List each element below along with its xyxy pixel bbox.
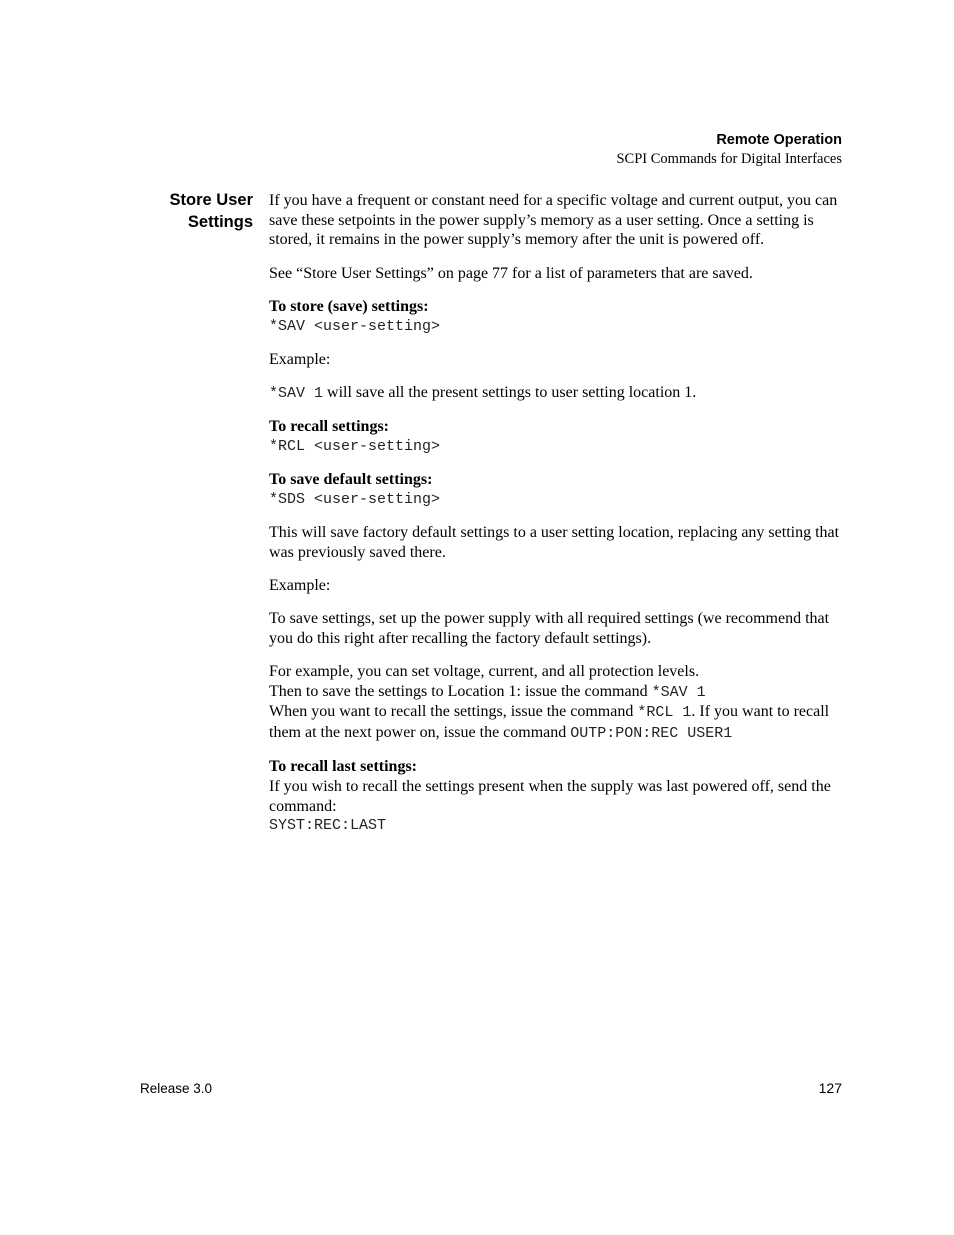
procedure-block — [269, 662, 843, 744]
default-description: This will save factory default settings to a user setting location, replacing any setting that was previously saved there. — [269, 523, 840, 561]
example-label-2: Example: — [269, 576, 331, 594]
header-subtitle: SCPI Commands for Digital Interfaces — [616, 151, 842, 167]
when-recall-tail: . If you want to recall them at the next power on, issue the command — [269, 703, 830, 742]
section-heading-line1: Store User — [169, 191, 253, 209]
last-heading: To recall last settings: — [269, 758, 417, 776]
example-text-1: will save all the present settings to user setting location 1. — [323, 383, 697, 401]
when-recall-text: When you want to recall the settings, issue the command — [269, 703, 638, 721]
default-command: *SDS <user-setting> — [269, 490, 441, 508]
store-command: *SAV <user-setting> — [269, 317, 441, 335]
then-save-command: *SAV 1 — [651, 683, 706, 701]
section-heading — [170, 190, 253, 233]
example-line-1 — [269, 383, 843, 404]
see-also-paragraph: See “Store User Settings” on page 77 for a list of parameters that are saved. — [269, 264, 753, 282]
example-command-1: *SAV 1 — [269, 384, 324, 402]
store-heading: To store (save) settings: — [269, 297, 429, 315]
footer-release: Release 3.0 — [140, 1081, 213, 1096]
when-recall-line — [269, 702, 843, 743]
last-block — [269, 757, 843, 836]
then-save-line — [269, 682, 843, 703]
section-body — [269, 191, 843, 850]
intro-paragraph: If you have a frequent or constant need for a specific voltage and current output, you can save these setpoints in the power supply’s memory as a user setting. Once a setting is stored, it remains in the power supply’s memory after the unit is powered off. — [269, 192, 838, 249]
last-command: SYST:REC:LAST — [269, 817, 387, 835]
power-on-command: OUTP:PON:REC USER1 — [570, 725, 733, 743]
save-description: To save settings, set up the power supply with all required settings (we recommend that you do this right after recalling the factory default settings). — [269, 610, 830, 647]
header-title: Remote Operation — [716, 132, 842, 148]
page-number: 127 — [818, 1080, 842, 1096]
running-header — [616, 130, 842, 168]
store-block — [269, 297, 843, 336]
section-heading-line2: Settings — [187, 212, 253, 231]
default-block — [269, 470, 843, 509]
when-recall-command: *RCL 1 — [637, 704, 692, 722]
for-example-line: For example, you can set voltage, current, and all protection levels. — [269, 662, 700, 680]
recall-heading: To recall settings: — [269, 418, 389, 436]
recall-command: *RCL <user-setting> — [269, 437, 441, 455]
example-label-1: Example: — [269, 350, 331, 368]
last-description: If you wish to recall the settings present when the supply was last powered off, send the command: — [269, 777, 831, 815]
default-heading: To save default settings: — [269, 471, 433, 489]
then-save-text: Then to save the settings to Location 1: issue the command — [269, 682, 652, 700]
recall-block — [269, 417, 843, 456]
